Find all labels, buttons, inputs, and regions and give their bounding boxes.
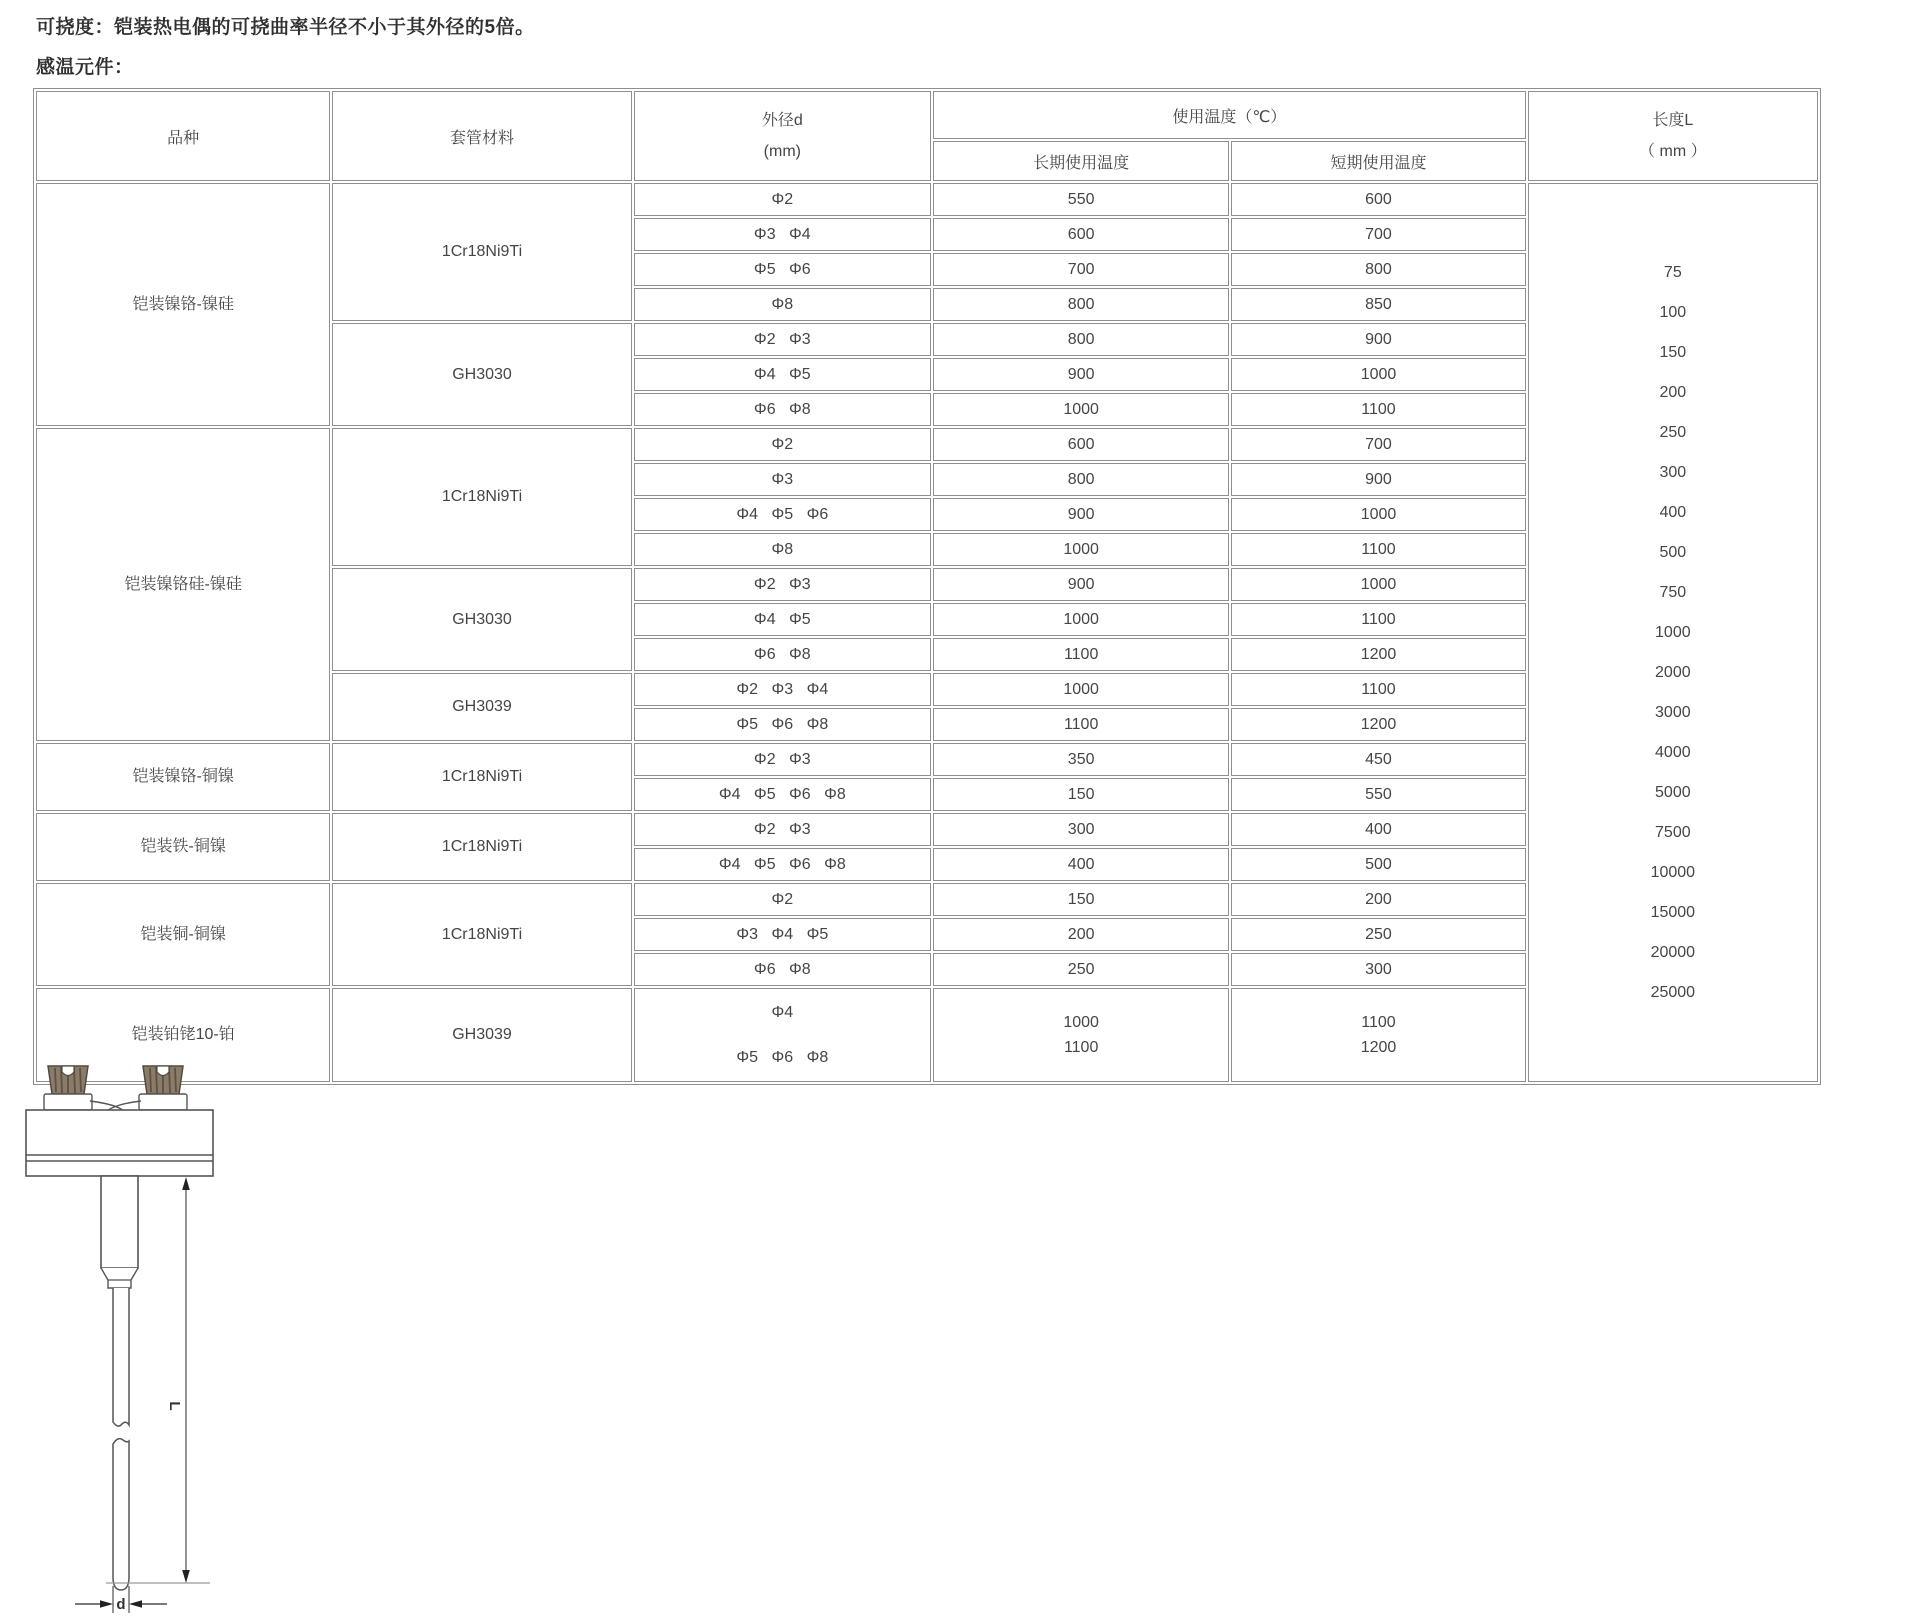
short-temp-cell: 1200 (1231, 708, 1525, 741)
diameter-cell: Φ2 Φ3 (634, 568, 931, 601)
long-temp-cell: 800 (933, 323, 1229, 356)
terminal-screw-right (139, 1066, 187, 1110)
header-outer-diameter-line2: (mm) (763, 143, 801, 160)
long-temp-cell: 900 (933, 498, 1229, 531)
short-temp-cell: 700 (1231, 428, 1525, 461)
long-temp-cell: 150 (933, 883, 1229, 916)
long-temp-cell: 1000 (933, 603, 1229, 636)
diameter-cell: Φ6 Φ8 (634, 953, 931, 986)
length-value: 25000 (1650, 983, 1696, 1001)
short-temp-cell: 1200 (1231, 638, 1525, 671)
header-length-line1: 长度L (1652, 112, 1694, 129)
short-temp-cell: 1100 (1231, 673, 1525, 706)
header-length (1528, 91, 1818, 181)
flexibility-note: 可挠度：铠装热电偶的可挠曲率半径不小于其外径的5倍。 (36, 17, 535, 38)
dimension-d-label: d (116, 1596, 126, 1613)
table-row (36, 183, 1818, 216)
material-cell: GH3039 (332, 988, 631, 1082)
header-outer-diameter (634, 91, 931, 181)
dimension-L-label: L (166, 1401, 183, 1411)
length-value: 300 (1659, 463, 1687, 481)
header-variety: 品种 (36, 91, 330, 181)
length-cell (1528, 183, 1818, 1082)
long-temp-cell: 1000 (933, 533, 1229, 566)
terminal-screw-left (44, 1066, 92, 1110)
short-temp-cell: 1000 (1231, 568, 1525, 601)
long-temp-cell: 700 (933, 253, 1229, 286)
short-temp-cell: 1100 (1231, 603, 1525, 636)
short-temp-cell: 600 (1231, 183, 1525, 216)
short-temp-cell: 1100 (1231, 393, 1525, 426)
short-temp-cell: 450 (1231, 743, 1525, 776)
long-temp-cell: 1100 (933, 638, 1229, 671)
probe-sheath (101, 1176, 138, 1590)
length-value: 750 (1659, 583, 1687, 601)
short-temp-cell: 800 (1231, 253, 1525, 286)
diameter-cell: Φ2 Φ3 (634, 813, 931, 846)
length-value: 150 (1659, 343, 1687, 361)
length-value: 5000 (1655, 783, 1691, 801)
long-temp-cell: 600 (933, 218, 1229, 251)
diameter-cell: Φ5 Φ6 Φ8 (634, 708, 931, 741)
short-temp-cell: 850 (1231, 288, 1525, 321)
sensing-element-label: 感温元件： (36, 57, 134, 78)
material-cell: GH3030 (332, 323, 631, 426)
length-list (1529, 253, 1817, 1013)
material-cell: 1Cr18Ni9Ti (332, 428, 631, 566)
material-cell: GH3030 (332, 568, 631, 671)
length-value: 4000 (1655, 743, 1691, 761)
short-temp-cell: 1100 1200 (1231, 988, 1525, 1082)
diameter-cell: Φ8 (634, 533, 931, 566)
variety-cell: 铠装镍铬-铜镍 (36, 743, 330, 811)
variety-cell: 铠装铁-铜镍 (36, 813, 330, 881)
length-value: 250 (1659, 423, 1687, 441)
long-temp-cell: 400 (933, 848, 1229, 881)
length-value: 100 (1659, 303, 1687, 321)
long-temp-cell: 1100 (933, 708, 1229, 741)
diameter-cell: Φ6 Φ8 (634, 638, 931, 671)
header-long-term-temp: 长期使用温度 (933, 141, 1229, 181)
long-temp-cell: 250 (933, 953, 1229, 986)
material-cell: GH3039 (332, 673, 631, 741)
material-cell: 1Cr18Ni9Ti (332, 883, 631, 986)
long-temp-cell: 900 (933, 568, 1229, 601)
diameter-cell: Φ3 (634, 463, 931, 496)
long-temp-cell: 350 (933, 743, 1229, 776)
length-value: 3000 (1655, 703, 1691, 721)
length-value: 2000 (1655, 663, 1691, 681)
header-row-1 (36, 91, 1818, 139)
length-value: 15000 (1650, 903, 1696, 921)
diameter-cell: Φ4 Φ5 Φ6 Φ8 (634, 848, 931, 881)
length-value: 20000 (1650, 943, 1696, 961)
diameter-cell: Φ3 Φ4 (634, 218, 931, 251)
diameter-cell: Φ2 (634, 883, 931, 916)
diameter-cell: Φ4 Φ5 Φ6 (634, 498, 931, 531)
variety-cell: 铠装铂铑10-铂 (36, 988, 330, 1082)
short-temp-cell: 250 (1231, 918, 1525, 951)
length-value: 500 (1659, 543, 1687, 561)
short-temp-cell: 1100 (1231, 533, 1525, 566)
diameter-cell: Φ3 Φ4 Φ5 (634, 918, 931, 951)
diameter-cell: Φ4 Φ5 (634, 358, 931, 391)
material-cell: 1Cr18Ni9Ti (332, 183, 631, 321)
thermocouple-diagram (18, 1064, 258, 1621)
long-temp-cell: 550 (933, 183, 1229, 216)
variety-cell: 铠装镍铬硅-镍硅 (36, 428, 330, 741)
long-temp-cell: 900 (933, 358, 1229, 391)
header-sheath-material: 套管材料 (332, 91, 631, 181)
variety-cell: 铠装镍铬-镍硅 (36, 183, 330, 426)
diameter-cell: Φ2 (634, 428, 931, 461)
header-length-line2: （ mm ） (1639, 143, 1707, 160)
long-temp-cell: 150 (933, 778, 1229, 811)
short-temp-cell: 500 (1231, 848, 1525, 881)
short-temp-cell: 300 (1231, 953, 1525, 986)
short-temp-cell: 900 (1231, 323, 1525, 356)
long-temp-cell: 1000 (933, 393, 1229, 426)
long-temp-cell: 200 (933, 918, 1229, 951)
long-temp-cell: 800 (933, 463, 1229, 496)
variety-cell: 铠装铜-铜镍 (36, 883, 330, 986)
diameter-cell: Φ4 Φ5 (634, 603, 931, 636)
length-value: 400 (1659, 503, 1687, 521)
spec-table (33, 88, 1821, 1085)
header-short-term-temp: 短期使用温度 (1231, 141, 1525, 181)
diameter-cell: Φ2 Φ3 (634, 323, 931, 356)
diameter-cell: Φ5 Φ6 (634, 253, 931, 286)
diameter-cell: Φ4 Φ5 Φ6 Φ8 (634, 988, 931, 1082)
diameter-cell: Φ2 Φ3 Φ4 (634, 673, 931, 706)
diameter-cell: Φ6 Φ8 (634, 393, 931, 426)
material-cell: 1Cr18Ni9Ti (332, 813, 631, 881)
length-value: 200 (1659, 383, 1687, 401)
long-temp-cell: 600 (933, 428, 1229, 461)
length-value: 75 (1663, 263, 1682, 281)
material-cell: 1Cr18Ni9Ti (332, 743, 631, 811)
diameter-cell: Φ2 Φ3 (634, 743, 931, 776)
short-temp-cell: 700 (1231, 218, 1525, 251)
length-value: 7500 (1655, 823, 1691, 841)
short-temp-cell: 550 (1231, 778, 1525, 811)
short-temp-cell: 900 (1231, 463, 1525, 496)
spec-table-body (36, 183, 1818, 1082)
short-temp-cell: 1000 (1231, 358, 1525, 391)
probe-head (26, 1110, 213, 1176)
length-value: 1000 (1655, 623, 1691, 641)
long-temp-cell: 1000 (933, 673, 1229, 706)
long-temp-cell: 1000 1100 (933, 988, 1229, 1082)
short-temp-cell: 400 (1231, 813, 1525, 846)
long-temp-cell: 800 (933, 288, 1229, 321)
header-outer-diameter-line1: 外径d (761, 112, 803, 129)
header-usage-temperature: 使用温度（℃） (933, 91, 1526, 139)
diameter-cell: Φ4 Φ5 Φ6 Φ8 (634, 778, 931, 811)
long-temp-cell: 300 (933, 813, 1229, 846)
short-temp-cell: 1000 (1231, 498, 1525, 531)
diameter-cell: Φ2 (634, 183, 931, 216)
diameter-cell: Φ8 (634, 288, 931, 321)
length-value: 10000 (1650, 863, 1696, 881)
short-temp-cell: 200 (1231, 883, 1525, 916)
